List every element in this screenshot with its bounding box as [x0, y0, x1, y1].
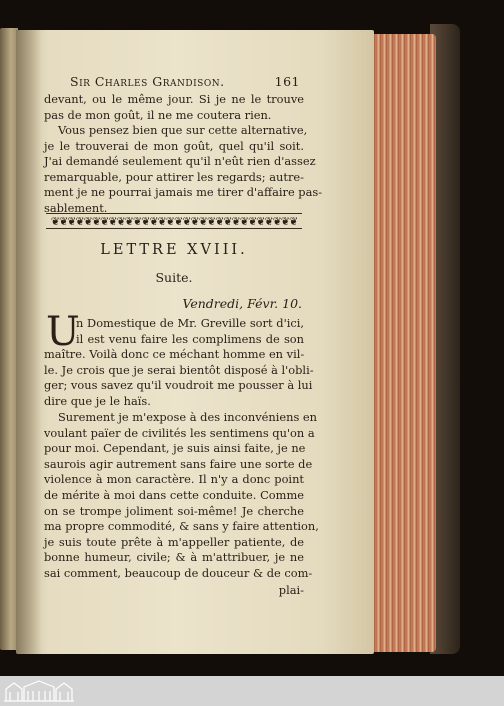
- text-line: pas de mon goût, il ne me coutera rien.: [44, 107, 272, 122]
- text-line: devant, ou le même jour. Si je ne le trouve: [44, 92, 304, 106]
- text-line: Vous pensez bien que sur cette alternative,: [58, 123, 308, 137]
- text-line: pour moi. Cependant, je suis ainsi faite, je ne: [44, 441, 306, 456]
- viewer-footer: [0, 676, 504, 706]
- text-line: ment je ne pourrai jamais me tirer d'affaire pas-: [44, 185, 323, 200]
- top-paragraph-2: [44, 123, 323, 217]
- text-line: remarquable, pour attirer les regards; autre-: [44, 169, 304, 184]
- text-line: on se trompe joliment soi-même! Je cherche: [44, 503, 304, 518]
- text-line: je le trouverai de mon goût, quel qu'il soit.: [44, 138, 304, 153]
- library-logo-icon: [4, 679, 74, 703]
- text-line: sablement.: [44, 200, 108, 215]
- text-line: J'ai demandé seulement qu'il n'eût rien d'assez: [44, 154, 316, 169]
- text-line: saurois agir autrement sans faire une sorte de: [44, 456, 313, 471]
- first-paragraph-rest: [44, 347, 314, 409]
- text-line: le. Je crois que je serai bientôt disposé à l'obli-: [44, 362, 314, 377]
- page-edges: [370, 34, 436, 652]
- text-line: voulant païer de civilités les sentimens qu'on a: [44, 425, 315, 440]
- first-paragraph-top: [76, 316, 304, 347]
- running-title: Sir Charles Grandison.: [70, 74, 225, 89]
- page-number: 161: [274, 74, 300, 89]
- letter-date: Vendredi, Févr. 10.: [182, 296, 302, 311]
- text-line: je suis toute prête à m'appeller patiente, de: [44, 534, 304, 549]
- letter-subtitle: Suite.: [155, 270, 193, 285]
- text-line: de mérite à moi dans cette conduite. Comme: [44, 487, 304, 502]
- text-line: ger; vous savez qu'il voudroit me pousser à lui: [44, 378, 313, 393]
- text-line: violence à mon caractère. Il n'y a donc point: [44, 472, 304, 487]
- ornamental-rule: ❦❦❦❦❦❦❦❦❦❦❦❦❦❦❦❦❦❦❦❦❦❦❦❦❦❦❦❦❦❦: [46, 213, 302, 229]
- catchword: plai-: [278, 583, 304, 597]
- top-paragraph-1: [44, 92, 304, 123]
- running-header: [70, 74, 300, 89]
- text-line: maître. Voilà donc ce méchant homme en vil-: [44, 347, 305, 361]
- text-line: n Domestique de Mr. Greville sort d'ici,: [76, 316, 304, 330]
- text-line: Surement je m'expose à des inconvéniens en: [58, 410, 317, 424]
- text-line: ma propre commodité, & sans y faire attention,: [44, 519, 319, 534]
- text-line: bonne humeur, civile; & à m'attribuer, je ne: [44, 550, 304, 565]
- text-line: sai comment, beaucoup de douceur & de com-: [44, 565, 313, 580]
- spine-shadow: [16, 30, 42, 654]
- letter-title: LETTRE XVIII.: [100, 242, 248, 258]
- text-line: dire que je le haïs.: [44, 393, 151, 408]
- text-line: il est venu faire les complimens de son: [76, 331, 304, 346]
- drop-cap: U: [46, 309, 80, 355]
- second-paragraph: [44, 410, 319, 582]
